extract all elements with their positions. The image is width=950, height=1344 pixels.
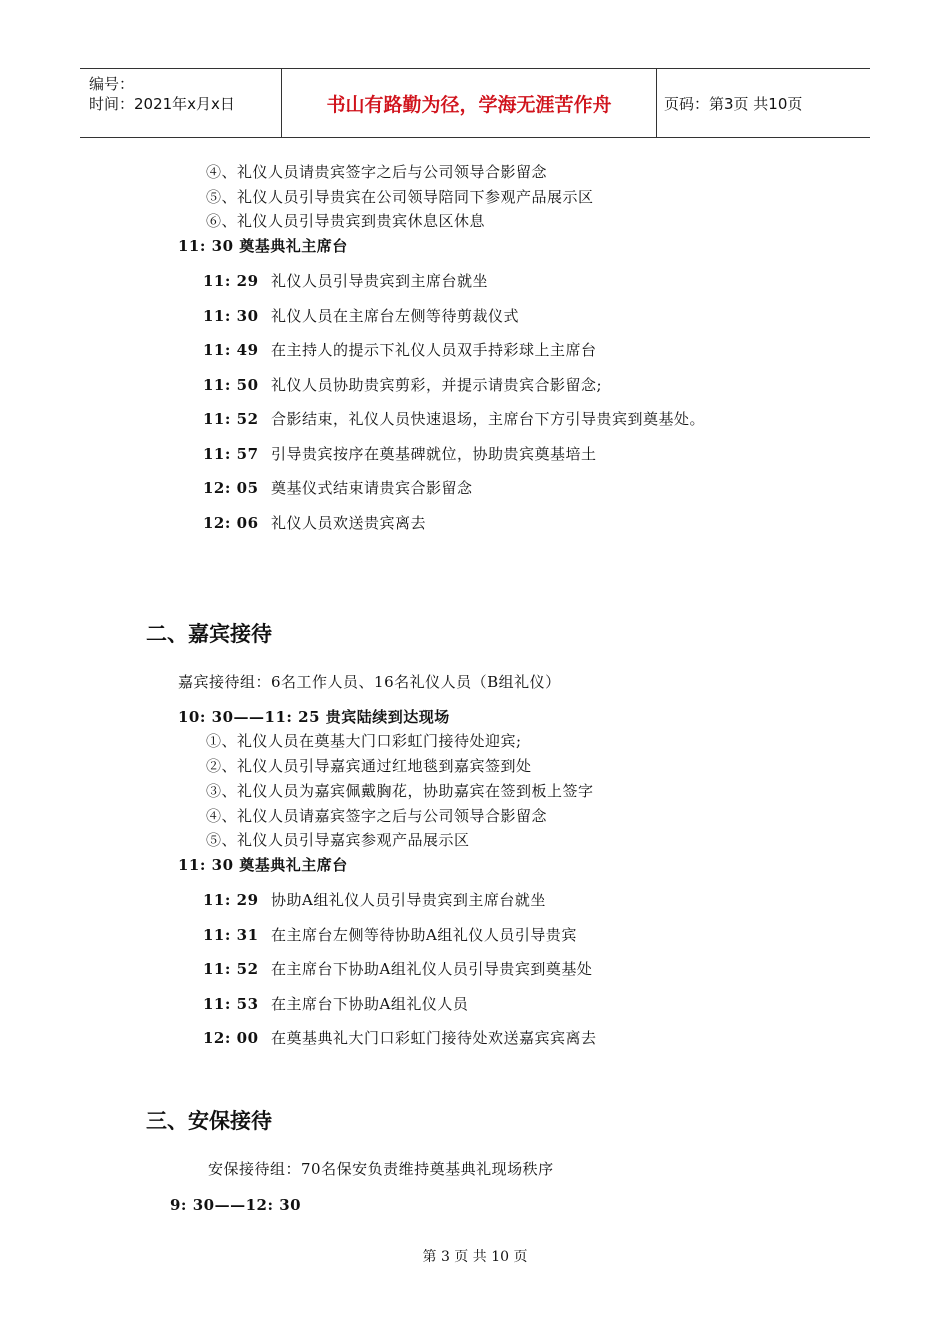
section-title: 三、安保接待 [146, 1109, 272, 1133]
number-label: 编号： [89, 75, 135, 93]
step-item: ③、礼仪人员为嘉宾佩戴胸花，协助嘉宾在签到板上签字 [206, 782, 594, 800]
ceremony-heading: 11: 30 奠基典礼主席台 [178, 856, 348, 874]
schedule-row [203, 512, 426, 533]
schedule-text: 协助A组礼仪人员引导贵宾到主席台就坐 [271, 891, 546, 909]
schedule-time: 12: 00 [203, 1029, 259, 1047]
ceremony-heading: 11: 30 奠基典礼主席台 [178, 237, 348, 255]
schedule-row [203, 339, 597, 360]
schedule-row [203, 408, 705, 429]
schedule-text: 在主席台左侧等待协助A组礼仪人员引导贵宾 [271, 926, 577, 944]
schedule-text: 奠基仪式结束请贵宾合影留念 [271, 479, 473, 497]
page-footer: 第 3 页 共 10 页 [422, 1249, 528, 1265]
schedule-time: 11: 29 [203, 891, 259, 909]
document-header [80, 68, 870, 138]
schedule-text: 在主席台下协助A组礼仪人员 [271, 995, 469, 1013]
arrival-heading: 10: 30——11: 25 贵宾陆续到达现场 [178, 708, 450, 726]
step-item: ⑤、礼仪人员引导贵宾在公司领导陪同下参观产品展示区 [206, 188, 594, 206]
schedule-text: 礼仪人员协助贵宾剪彩，并提示请贵宾合影留念; [271, 376, 603, 394]
schedule-row [203, 924, 577, 945]
schedule-row [203, 270, 488, 291]
schedule-time: 11: 53 [203, 995, 259, 1013]
schedule-row [203, 1027, 597, 1048]
time-range: 9: 30——12: 30 [170, 1196, 302, 1214]
motto: 书山有路勤为径，学海无涯苦作舟 [282, 69, 657, 137]
schedule-row [203, 374, 602, 395]
schedule-text: 在奠基典礼大门口彩虹门接待处欢送嘉宾宾离去 [271, 1029, 597, 1047]
step-item: ④、礼仪人员请嘉宾签字之后与公司领导合影留念 [206, 807, 548, 825]
schedule-row [203, 305, 519, 326]
step-item: ⑤、礼仪人员引导嘉宾参观产品展示区 [206, 831, 470, 849]
schedule-time: 11: 57 [203, 445, 259, 463]
schedule-text: 合影结束，礼仪人员快速退场，主席台下方引导贵宾到奠基处。 [271, 410, 706, 428]
schedule-text: 在主持人的提示下礼仪人员双手持彩球上主席台 [271, 341, 597, 359]
schedule-text: 引导贵宾按序在奠基碑就位，协助贵宾奠基培土 [271, 445, 597, 463]
section-title: 二、嘉宾接待 [146, 622, 272, 646]
schedule-time: 11: 52 [203, 410, 259, 428]
schedule-row [203, 443, 597, 464]
schedule-row [203, 477, 473, 498]
schedule-time: 12: 05 [203, 479, 259, 497]
step-item: ②、礼仪人员引导嘉宾通过红地毯到嘉宾签到处 [206, 757, 532, 775]
step-item: ①、礼仪人员在奠基大门口彩虹门接待处迎宾; [206, 732, 522, 750]
schedule-text: 礼仪人员引导贵宾到主席台就坐 [271, 272, 489, 290]
group-description: 安保接待组：70名保安负责维持奠基典礼现场秩序 [208, 1160, 554, 1178]
schedule-time: 11: 29 [203, 272, 259, 290]
schedule-time: 11: 52 [203, 960, 259, 978]
step-item: ⑥、礼仪人员引导贵宾到贵宾休息区休息 [206, 212, 486, 230]
schedule-text: 在主席台下协助A组礼仪人员引导贵宾到奠基处 [271, 960, 593, 978]
group-description: 嘉宾接待组：6名工作人员、16名礼仪人员（B组礼仪） [178, 673, 561, 691]
schedule-time: 11: 50 [203, 376, 259, 394]
schedule-time: 11: 30 [203, 307, 259, 325]
page-label: 页码：第3页 共10页 [664, 94, 803, 113]
time-label: 时间：2021年x月x日 [89, 95, 235, 113]
step-item: ④、礼仪人员请贵宾签字之后与公司领导合影留念 [206, 163, 548, 181]
schedule-row [203, 958, 592, 979]
schedule-time: 12: 06 [203, 514, 259, 532]
header-meta-cell [80, 69, 282, 137]
schedule-row [203, 889, 546, 910]
schedule-row [203, 993, 468, 1014]
schedule-time: 11: 31 [203, 926, 259, 944]
schedule-time: 11: 49 [203, 341, 259, 359]
schedule-text: 礼仪人员在主席台左侧等待剪裁仪式 [271, 307, 520, 325]
schedule-text: 礼仪人员欢送贵宾离去 [271, 514, 427, 532]
